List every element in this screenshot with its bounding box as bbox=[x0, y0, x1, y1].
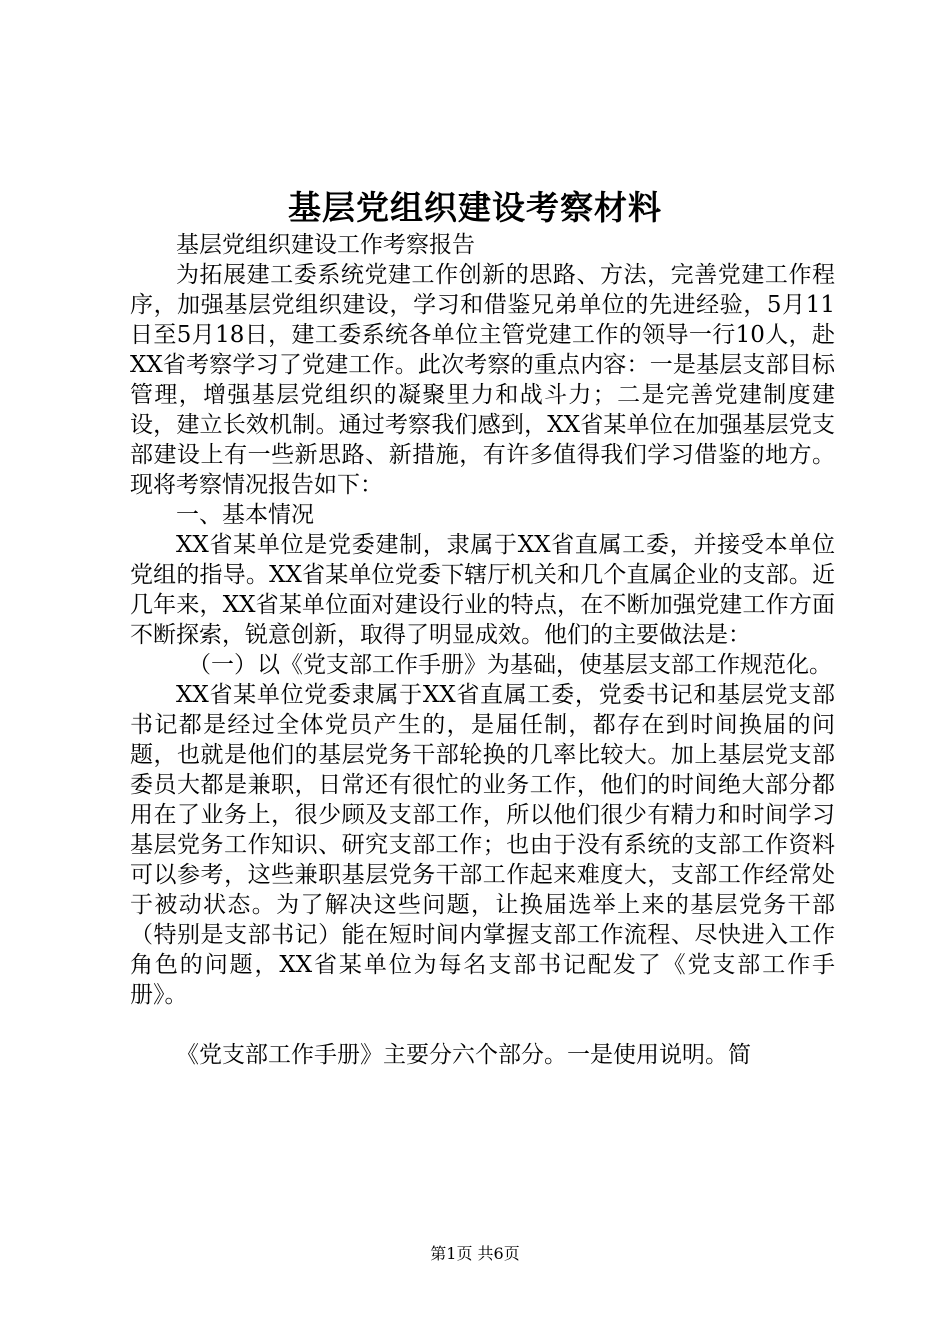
basic-situation-paragraph: XX省某单位是党委建制，隶属于XX省直属工委，并接受本单位党组的指导。XX省某单位党委下辖厅机关和几个直属企业的支部。近几年来，XX省某单位面对建设行业的特点，在不断加强党建工作方面不断探索，锐意创新，取得了明显成效。他们的主要做法是： bbox=[130, 532, 835, 648]
page-number-footer: 第1页 共6页 bbox=[430, 1244, 520, 1263]
handbook-background-paragraph: XX省某单位党委隶属于XX省直属工委，党委书记和基层党支部书记都是经过全体党员产生的，是届任制，都存在到时间换届的问题，也就是他们的基层党务干部轮换的几率比较大。加上基层党支部委员大都是兼职，日常还有很忙的业务工作，他们的时间绝大部分都用在了业务上，很少顾及支部工作，所以他们很少有精力和时间学习基层党务工作知识、研究支部工作；也由于没有系统的支部工作资料可以参考，这些兼职基层党务干部工作起来难度大，支部工作经常处于被动状态。为了解决这些问题，让换届选举上来的基层党务干部（特别是支部书记）能在短时间内掌握支部工作流程、尽快进入工作角色的问题，XX省某单位为每名支部书记配发了《党支部工作手册》。 bbox=[130, 682, 835, 1008]
section-heading-basic-situation: 一、基本情况 bbox=[176, 502, 314, 528]
document-body bbox=[130, 230, 835, 1070]
handbook-structure-paragraph: 《党支部工作手册》主要分六个部分。一是使用说明。简 bbox=[176, 1042, 751, 1068]
report-subtitle: 基层党组织建设工作考察报告 bbox=[176, 232, 475, 258]
subsection-heading-handbook: （一）以《党支部工作手册》为基础，使基层支部工作规范化。 bbox=[188, 652, 832, 678]
intro-paragraph: 为拓展建工委系统党建工作创新的思路、方法，完善党建工作程序，加强基层党组织建设，学习和借鉴兄弟单位的先进经验，5月11日至5月18日，建工委系统各单位主管党建工作的领导一行10人，赴XX省考察学习了党建工作。此次考察的重点内容：一是基层支部目标管理，增强基层党组织的凝聚里力和战斗力；二是完善党建制度建设，建立长效机制。通过考察我们感到，XX省某单位在加强基层党支部建设上有一些新思路、新措施，有许多值得我们学习借鉴的地方。现将考察情况报告如下： bbox=[130, 262, 835, 498]
document-title: 基层党组织建设考察材料 bbox=[288, 188, 662, 227]
